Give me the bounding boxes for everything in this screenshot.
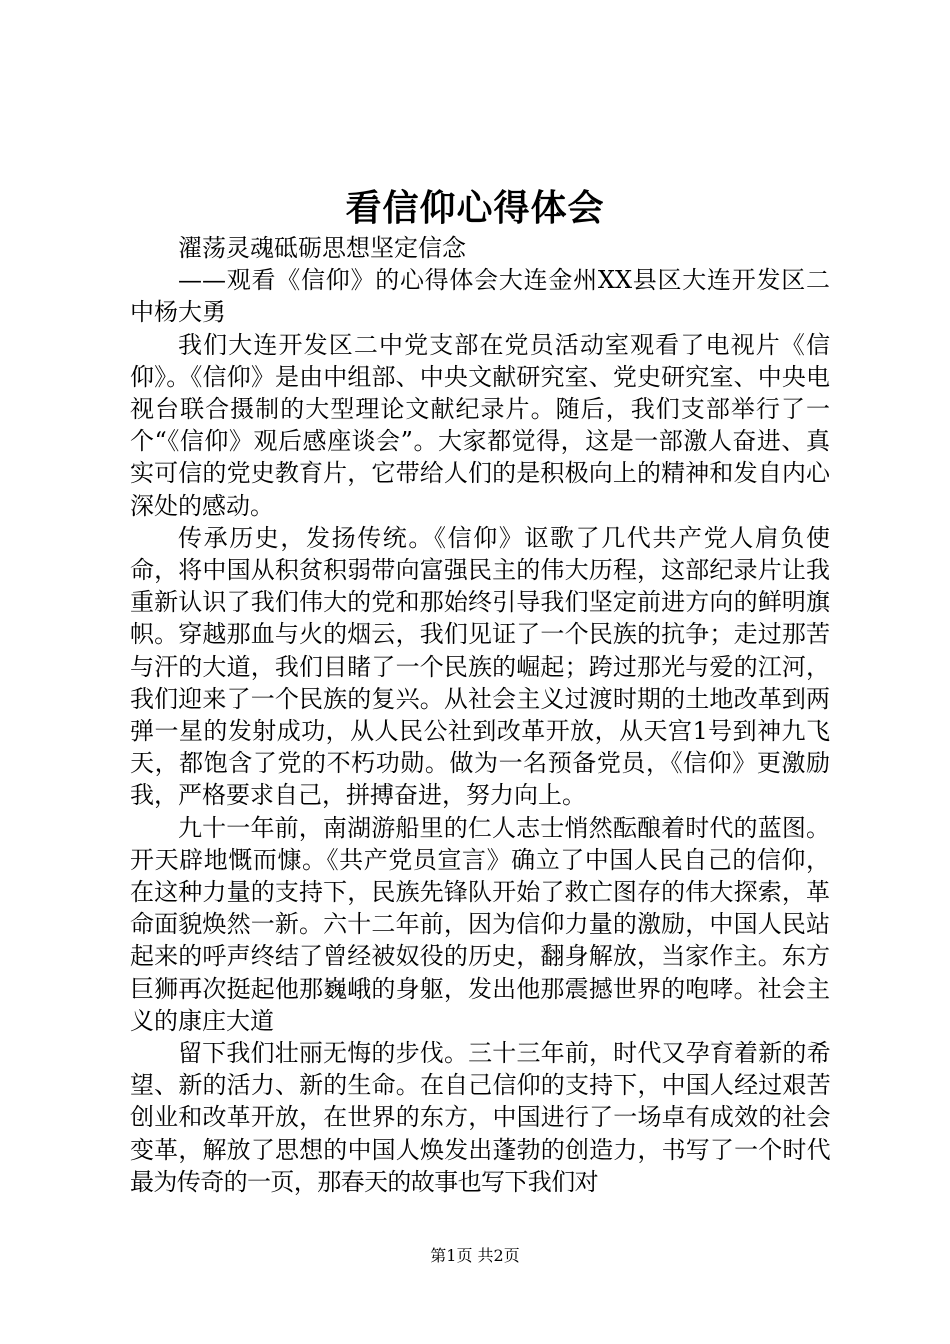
document-body [130,232,830,1198]
document-title: 看信仰心得体会 [345,187,605,229]
page-footer: 第1页 共2页 [430,1246,520,1265]
body-paragraph: 传承历史，发扬传统。《信仰》讴歌了几代共产党人肩负使命，将中国从积贫积弱带向富强民主的伟大历程，这部纪录片让我重新认识了我们伟大的党和那始终引导我们坚定前进方向的鲜明旗帜。穿越那血与火的烟云，我们见证了一个民族的抗争；走过那苦与汗的大道，我们目睹了一个民族的崛起；跨过那光与爱的江河，我们迎来了一个民族的复兴。从社会主义过渡时期的土地改革到两弹一星的发射成功，从人民公社到改革开放，从天宫1号到神九飞天，都饱含了党的不朽功勋。做为一名预备党员，《信仰》更激励我，严格要求自己，拼搏奋进，努力向上。 [130,523,830,810]
body-paragraph: 我们大连开发区二中党支部在党员活动室观看了电视片《信仰》。《信仰》是由中组部、中央文献研究室、党史研究室、中央电视台联合摄制的大型理论文献纪录片。随后，我们支部举行了一个“《信仰》观后感座谈会”。大家都觉得，这是一部激人奋进、真实可信的党史教育片，它带给人们的是积极向上的精神和发自内心深处的感动。 [130,330,830,520]
author-line: ——观看《信仰》的心得体会大连金州XX县区大连开发区二中杨大勇 [130,266,830,327]
body-paragraph: 留下我们壮丽无悔的步伐。三十三年前，时代又孕育着新的希望、新的活力、新的生命。在自己信仰的支持下，中国人经过艰苦创业和改革开放，在世界的东方，中国进行了一场卓有成效的社会变革，解放了思想的中国人焕发出蓬勃的创造力，书写了一个时代最为传奇的一页，那春天的故事也写下我们对 [130,1039,830,1196]
subtitle-line: 濯荡灵魂砥砺思想坚定信念 [178,234,466,262]
body-paragraph: 九十一年前，南湖游船里的仁人志士悄然酝酿着时代的蓝图。开天辟地慨而慷。《共产党员宣言》确立了中国人民自己的信仰，在这种力量的支持下，民族先锋队开始了救亡图存的伟大探索，革命面貌焕然一新。六十二年前，因为信仰力量的激励，中国人民站起来的呼声终结了曾经被奴役的历史，翻身解放，当家作主。东方巨狮再次挺起他那巍峨的身躯，发出他那震撼世界的咆哮。社会主义的康庄大道 [130,813,830,1035]
